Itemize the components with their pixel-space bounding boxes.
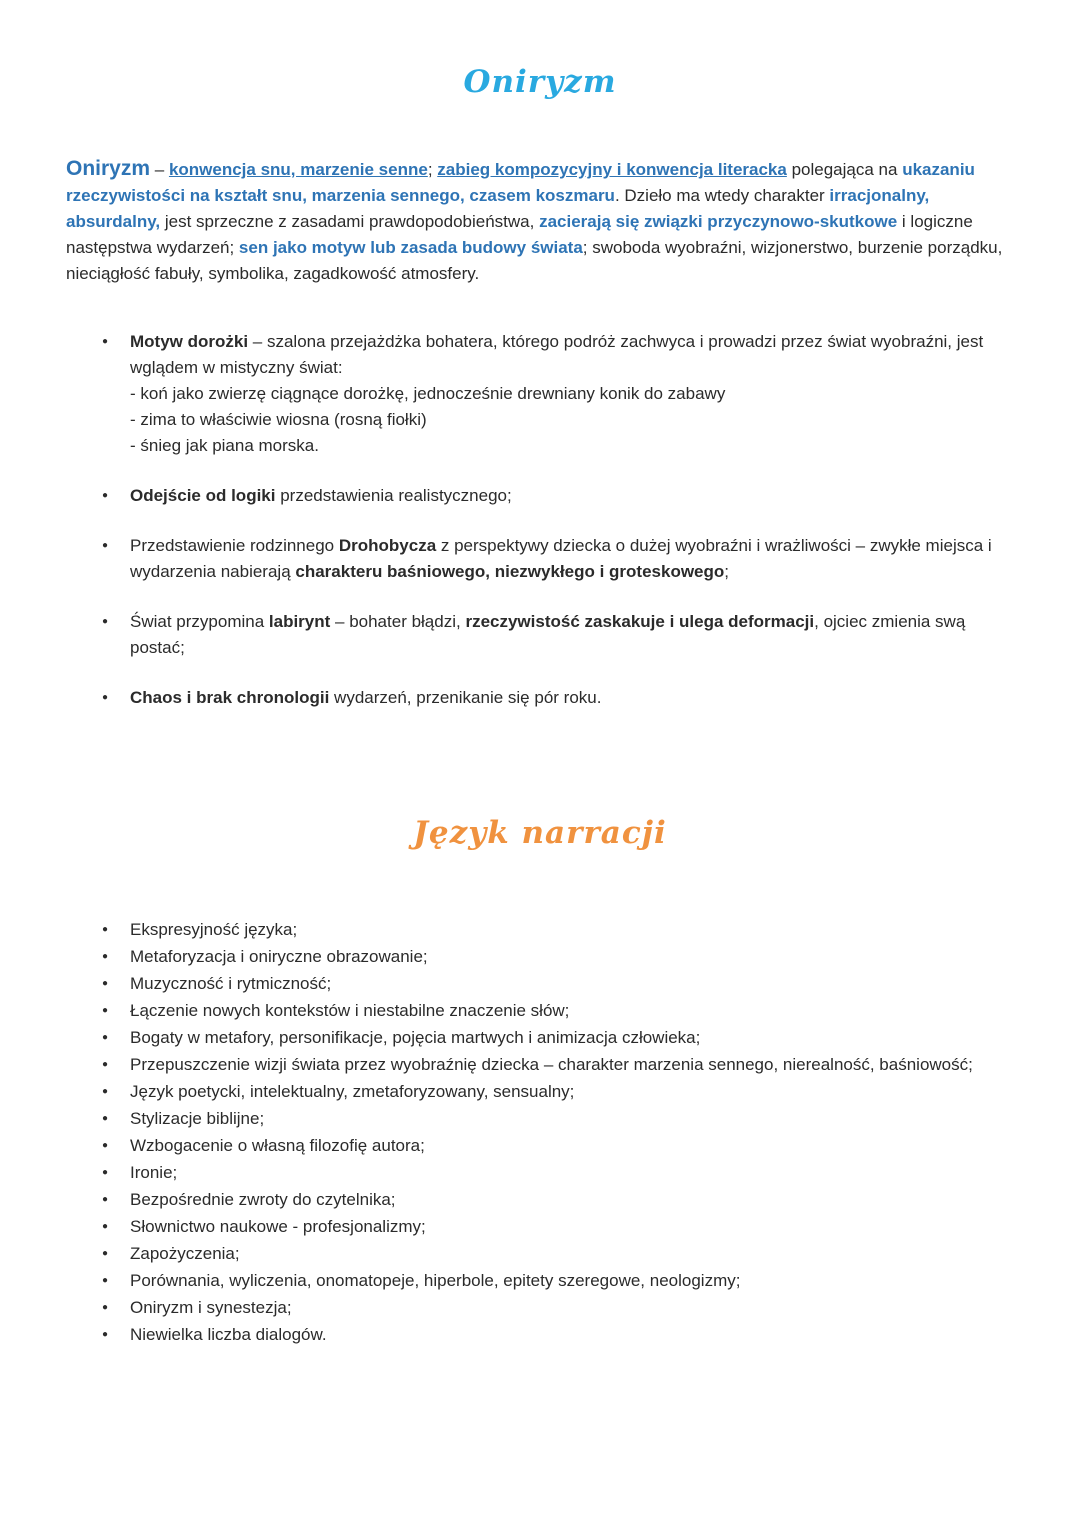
- list-item: [101, 1268, 1014, 1294]
- list-item-text: [130, 917, 1014, 943]
- text-run: zacierają się związki przyczynowo-skutkowe: [539, 212, 898, 231]
- text-run: Odejście od logiki: [130, 486, 276, 505]
- list-item-text: [130, 998, 1014, 1024]
- text-run: Niewielka liczba dialogów.: [130, 1325, 327, 1344]
- list-item: [101, 1025, 1014, 1051]
- text-run: Chaos i brak chronologii: [130, 688, 330, 707]
- list-item-text: [130, 1052, 1014, 1078]
- text-run: – bohater błądzi,: [330, 612, 466, 631]
- text-run: labirynt: [268, 612, 331, 631]
- text-run: Zapożyczenia;: [130, 1244, 240, 1263]
- text-run: rzeczywistość zaskakuje i ulega deformacji: [465, 612, 815, 631]
- text-run: –: [150, 160, 169, 179]
- text-run: i logiczne następstwa wydarzeń;: [66, 212, 978, 257]
- list-item: [101, 1133, 1014, 1159]
- text-run: sen jako motyw lub zasada budowy świata: [238, 238, 583, 257]
- text-run: Bogaty w metafory, personifikacje, pojęcia martwych i animizacja człowieka;: [130, 1028, 701, 1047]
- list-item: [101, 1322, 1014, 1348]
- list-item: [101, 609, 1014, 661]
- text-run: Stylizacje biblijne;: [130, 1109, 265, 1128]
- list-subline: - zima to właściwie wiosna (rosną fiołki): [130, 410, 427, 429]
- text-run: Metaforyzacja i oniryczne obrazowanie;: [130, 947, 428, 966]
- list-item: [101, 1187, 1014, 1213]
- list-item: [101, 1241, 1014, 1267]
- list-item-text: [130, 533, 1014, 585]
- list-item: [101, 1295, 1014, 1321]
- list-item: [101, 998, 1014, 1024]
- text-run: . Dzieło ma wtedy charakter: [614, 186, 830, 205]
- list-item-text: [130, 1322, 1014, 1348]
- list-item-text: [130, 1268, 1014, 1294]
- text-run: irracjonalny, absurdalny,: [66, 186, 934, 231]
- list-subline: - koń jako zwierzę ciągnące dorożkę, jednocześnie drewniany konik do zabawy: [130, 384, 726, 403]
- list-subline: - śnieg jak piana morska.: [130, 436, 319, 455]
- text-run: Ironie;: [130, 1163, 178, 1182]
- text-run: wydarzeń, przenikanie się pór roku.: [329, 688, 602, 707]
- list-item-text: [130, 944, 1014, 970]
- text-run: Oniryzm i synestezja;: [130, 1298, 292, 1317]
- intro-paragraph: [66, 156, 1014, 287]
- list-item-text: [130, 1025, 1014, 1051]
- list-item: [101, 944, 1014, 970]
- text-run: Słownictwo naukowe - profesjonalizmy;: [130, 1217, 426, 1236]
- list-item: [101, 685, 1014, 711]
- text-run: polegająca na: [786, 160, 903, 179]
- link-text: zabieg kompozycyjny i konwencja literacka: [437, 160, 787, 179]
- text-run: ;: [724, 562, 730, 581]
- text-run: Motyw dorożki: [130, 332, 249, 351]
- list-item-text: [130, 1187, 1014, 1213]
- text-run: – szalona przejażdżka bohatera, którego podróż zachwyca i prowadzi przez świat wyobraźni, jest wglądem w mistyczny świat:: [130, 332, 988, 377]
- text-run: Ekspresyjność języka;: [130, 920, 298, 939]
- list-item: [101, 1214, 1014, 1240]
- list-item-text: [130, 685, 1014, 711]
- list-item-text: [130, 1214, 1014, 1240]
- text-run: Język poetycki, intelektualny, zmetaforyzowany, sensualny;: [130, 1082, 575, 1101]
- list-item: [101, 917, 1014, 943]
- list-item: [101, 483, 1014, 509]
- list-item: [101, 1052, 1014, 1078]
- text-run: Porównania, wyliczenia, onomatopeje, hiperbole, epitety szeregowe, neologizmy;: [130, 1271, 741, 1290]
- list-item-text: [130, 1160, 1014, 1186]
- list-item: [101, 1079, 1014, 1105]
- list-item: [101, 1160, 1014, 1186]
- list-item-text: [130, 1106, 1014, 1132]
- list-item-text: [130, 483, 1014, 509]
- text-run: z perspektywy dziecka o dużej wyobraźni i wrażliwości – zwykłe miejsca i wydarzenia nabierają: [130, 536, 997, 581]
- text-run: Łączenie nowych kontekstów i niestabilne znaczenie słów;: [130, 1001, 570, 1020]
- text-run: jest sprzeczne z zasadami prawdopodobieństwa,: [160, 212, 540, 231]
- text-run: Muzyczność i rytmiczność;: [130, 974, 332, 993]
- list-item: [101, 533, 1014, 585]
- link-text: konwencja snu, marzenie senne: [168, 160, 428, 179]
- text-run: ukazaniu rzeczywistości na kształt snu, marzenia sennego, czasem koszmaru: [66, 160, 980, 205]
- text-run: ; swoboda wyobraźni, wizjonerstwo, burzenie porządku, nieciągłość fabuły, symbolika, zagadkowość atmosfery.: [66, 238, 1008, 283]
- list-item-text: [130, 971, 1014, 997]
- text-run: charakteru baśniowego, niezwykłego i groteskowego: [295, 562, 725, 581]
- list-item: [101, 1106, 1014, 1132]
- text-run: Przepuszczenie wizji świata przez wyobraźnię dziecka – charakter marzenia sennego, nierealność, baśniowość;: [130, 1055, 973, 1074]
- list-item: [101, 971, 1014, 997]
- text-run: Bezpośrednie zwroty do czytelnika;: [130, 1190, 396, 1209]
- text-run: Oniryzm: [66, 157, 151, 180]
- list-item: [101, 329, 1014, 459]
- text-run: ;: [427, 160, 438, 179]
- list-item-text: [130, 609, 1014, 661]
- section-title-jezyk-narracji: Język narracji: [413, 815, 667, 851]
- text-run: Przedstawienie rodzinnego: [130, 536, 339, 555]
- text-run: Świat przypomina: [130, 612, 269, 631]
- text-run: przedstawienia realistycznego;: [275, 486, 512, 505]
- list-item-text: [130, 1295, 1014, 1321]
- list-item-text: [130, 1133, 1014, 1159]
- list-item-text: [130, 329, 1014, 381]
- text-run: Wzbogacenie o własną filozofię autora;: [130, 1136, 425, 1155]
- text-run: , ojciec zmienia swą postać;: [130, 612, 971, 657]
- language-bullet-list: [66, 917, 1014, 1348]
- list-item-text: [130, 1241, 1014, 1267]
- page-title: Oniryzm: [463, 64, 617, 100]
- list-item-text: [130, 1079, 1014, 1105]
- oniryzm-bullet-list: [66, 329, 1014, 711]
- text-run: Drohobycza: [338, 536, 437, 555]
